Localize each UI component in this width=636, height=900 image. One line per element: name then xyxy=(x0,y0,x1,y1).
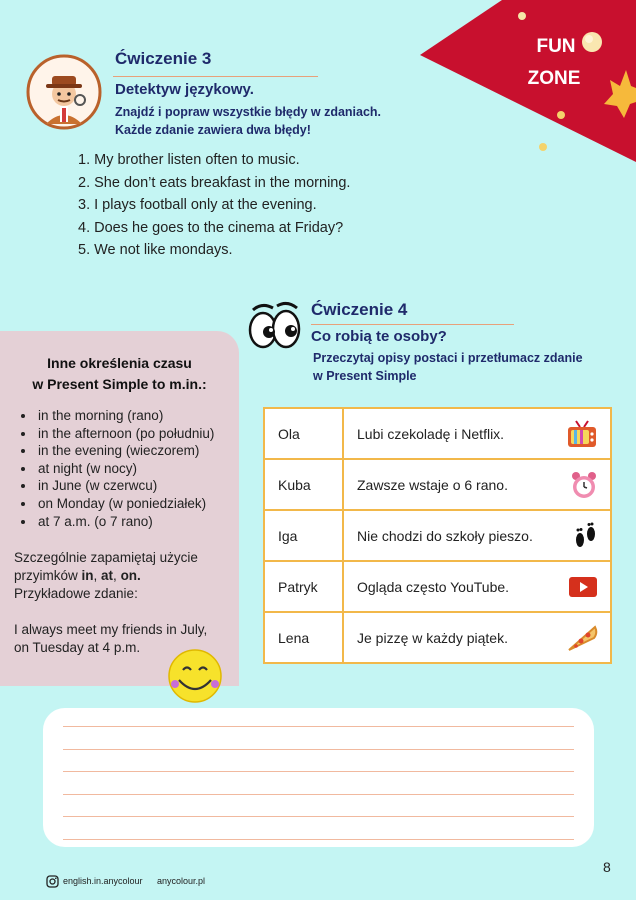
sentence-3: 3. I plays football only at the evening. xyxy=(78,197,317,213)
note-line xyxy=(63,839,574,840)
table-row xyxy=(264,459,611,510)
sentence-1: 1. My brother listen often to music. xyxy=(78,152,300,168)
person-description: Ogląda często YouTube. xyxy=(357,578,510,595)
exercise3-subtitle: Detektyw językowy. xyxy=(115,81,254,98)
time-expressions-heading-line2: w Present Simple to m.in.: xyxy=(32,376,207,392)
time-expressions-box xyxy=(0,331,239,686)
sentence-4: 4. Does he goes to the cinema at Friday? xyxy=(78,219,344,236)
pizza-icon xyxy=(566,623,598,653)
table-row xyxy=(264,510,611,561)
fun-zone-line2: ZONE xyxy=(527,68,581,89)
exercise4-subtitle: Co robią te osoby? xyxy=(311,328,447,345)
preposition-at: at xyxy=(101,568,114,583)
sentence-5: 5. We not like mondays. xyxy=(78,242,233,258)
person-name: Lena xyxy=(264,612,343,663)
example-label: Przykładowe zdanie: xyxy=(14,586,138,601)
detective-icon xyxy=(26,54,102,130)
youtube-icon xyxy=(568,576,598,598)
notes-area[interactable] xyxy=(43,708,594,847)
preposition-on: on. xyxy=(120,568,141,583)
time-expressions-heading-line1: Inne określenia czasu xyxy=(47,355,192,371)
fun-zone-label xyxy=(526,31,586,95)
eyes-icon xyxy=(247,298,303,354)
example-sentence-line2: on Tuesday at 4 p.m. xyxy=(14,640,141,655)
person-description: Zawsze wstaje o 6 rano. xyxy=(357,476,508,493)
person-name: Ola xyxy=(264,408,343,459)
exercise3-instruction-line1: Znajdź i popraw wszystkie błędy w zdaniach. xyxy=(115,105,382,119)
note-line xyxy=(63,771,574,772)
exercise4-title: Ćwiczenie 4 xyxy=(311,300,408,319)
prepositions-note xyxy=(14,549,229,603)
note-line xyxy=(63,794,574,795)
exercise4-instruction xyxy=(313,349,583,385)
exercise3-title: Ćwiczenie 3 xyxy=(115,49,212,68)
note-separator: , xyxy=(113,568,121,583)
alarm-clock-icon xyxy=(570,470,598,500)
note-line xyxy=(63,816,574,817)
person-description-cell xyxy=(343,510,611,561)
note-line xyxy=(63,749,574,750)
tv-icon xyxy=(566,419,598,449)
person-description: Je pizzę w każdy piątek. xyxy=(357,629,508,646)
exercise4-divider xyxy=(311,324,514,325)
preposition-in: in xyxy=(81,568,94,583)
person-name: Kuba xyxy=(264,459,343,510)
instagram-icon xyxy=(46,875,59,888)
time-expressions-heading xyxy=(0,353,239,395)
note-line xyxy=(63,726,574,727)
time-expression-item: • in the evening (wieczorem) xyxy=(36,442,214,460)
exercise3-divider xyxy=(113,76,318,77)
instagram-handle[interactable]: english.in.anycolour xyxy=(63,876,143,886)
person-description-cell xyxy=(343,408,611,459)
time-expression-item: • in June (w czerwcu) xyxy=(36,477,214,495)
person-description: Lubi czekoladę i Netflix. xyxy=(357,425,505,442)
person-name: Iga xyxy=(264,510,343,561)
page-number: 8 xyxy=(603,859,611,875)
time-expression-item: • in the afternoon (po południu) xyxy=(36,425,214,443)
time-expression-item: • at 7 a.m. (o 7 rano) xyxy=(36,513,214,531)
website-link[interactable]: anycolour.pl xyxy=(157,876,206,886)
person-description-cell xyxy=(343,561,611,612)
table-row xyxy=(264,561,611,612)
footprints-icon xyxy=(572,521,598,551)
persons-table xyxy=(263,407,612,664)
person-name: Patryk xyxy=(264,561,343,612)
sentence-2: 2. She don’t eats breakfast in the morning. xyxy=(78,174,351,191)
table-row xyxy=(264,612,611,663)
exercise3-sentence-list xyxy=(78,149,350,262)
smiley-icon xyxy=(165,648,225,704)
person-description-cell xyxy=(343,612,611,663)
time-expression-item: • on Monday (w poniedziałek) xyxy=(36,495,214,513)
time-expression-item: • in the morning (rano) xyxy=(36,407,214,425)
time-expressions-list xyxy=(14,407,214,530)
example-sentence-line1: I always meet my friends in July, xyxy=(14,622,208,637)
time-expression-item: • at night (w nocy) xyxy=(36,460,214,478)
person-description-cell xyxy=(343,459,611,510)
note-separator: , xyxy=(93,568,102,583)
exercise4-instruction-line2: w Present Simple xyxy=(313,369,417,383)
exercise3-instruction xyxy=(115,103,381,139)
prepositions-note-text: Szczególnie zapamiętaj użycie przyimków xyxy=(14,550,198,583)
person-description: Nie chodzi do szkoły pieszo. xyxy=(357,527,533,544)
exercise3-instruction-line2: Każde zdanie zawiera dwa błędy! xyxy=(115,123,311,137)
exercise4-instruction-line1: Przeczytaj opisy postaci i przetłumacz zdanie xyxy=(313,351,583,365)
fun-zone-line1: FUN xyxy=(536,36,576,57)
table-row xyxy=(264,408,611,459)
